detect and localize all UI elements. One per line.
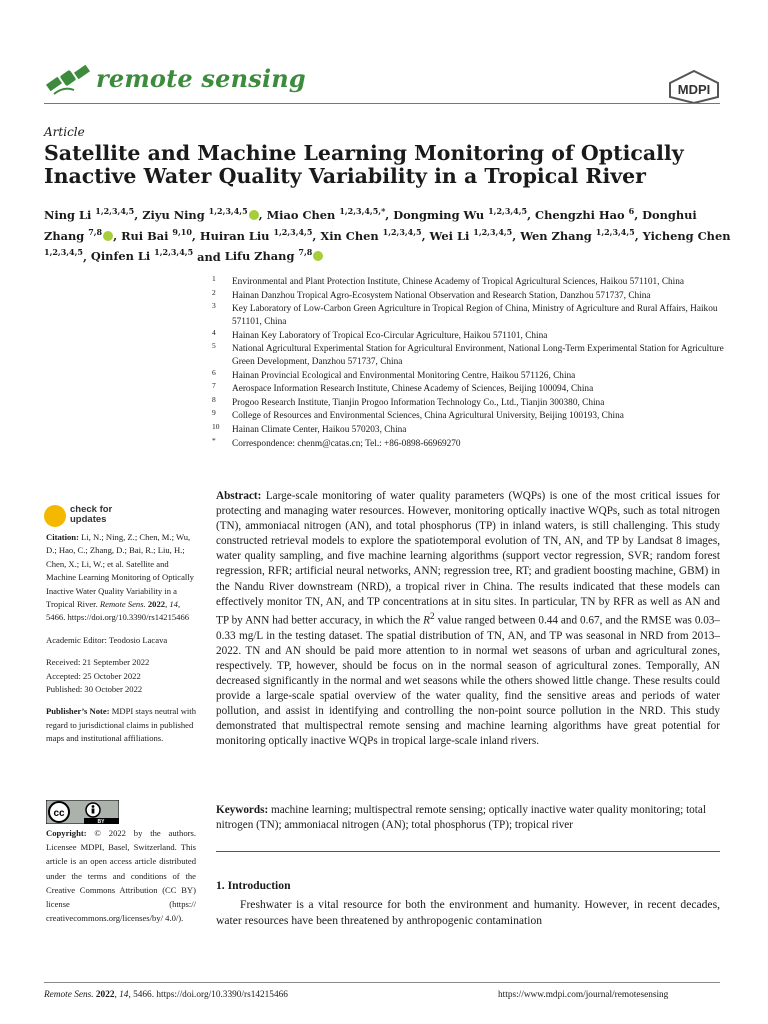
author[interactable] bbox=[142, 208, 258, 222]
abstract bbox=[216, 489, 720, 749]
affiliation-number: 5 bbox=[212, 341, 216, 351]
check-line2: updates bbox=[70, 514, 107, 525]
affiliation-text: National Agricultural Experimental Station for Agricultural Environment, National Long-Term Experimental Station for Agriculture Green Development, Danzhou 571737, China bbox=[232, 344, 724, 367]
affiliation-text: Aerospace Information Research Institute, Chinese Academy of Sciences, Beijing 100094, China bbox=[232, 384, 594, 395]
publisher-note-label: Publisher’s Note: bbox=[46, 706, 110, 717]
author-name: Lifu Zhang bbox=[224, 249, 295, 264]
author-name: Chengzhi Hao bbox=[535, 207, 625, 222]
citation-doi-link[interactable]: , 5466. https://doi.org/10.3390/rs14215466 bbox=[46, 599, 190, 623]
affiliation-text: Hainan Provincial Ecological and Environmental Monitoring Centre, Haikou 571126, China bbox=[232, 370, 576, 381]
affiliation-text: Progoo Research Institute, Tianjin Progoo Information Technology Co., Ltd., Tianjin 300380, China bbox=[232, 397, 605, 408]
affiliation-text: Key Laboratory of Low-Carbon Green Agriculture in Tropical Region of China, Ministry of Agriculture and Rural Affairs, Haikou 571101, China bbox=[232, 304, 718, 327]
affiliation-number: 9 bbox=[212, 408, 216, 418]
affiliation-number: * bbox=[212, 435, 216, 445]
author-affiliation-sup: 1,2,3,4,5 bbox=[473, 226, 513, 237]
affiliation-item bbox=[212, 327, 724, 343]
affiliation-text: Hainan Key Laboratory of Tropical Eco-Circular Agriculture, Haikou 571101, China bbox=[232, 330, 548, 341]
author-affiliation-sup: 7,8 bbox=[298, 247, 313, 258]
author[interactable] bbox=[267, 208, 386, 222]
published-date: Published: 30 October 2022 bbox=[46, 684, 143, 695]
author-affiliation-sup: 6 bbox=[628, 206, 635, 216]
keywords-text: machine learning; multispectral remote sensing; optically inactive water quality monitoring; total nitrogen (TN); ammoniacal nitrogen (AN); total phosphorus (TP); tropical river bbox=[216, 804, 706, 832]
cc-badge-text: cc bbox=[53, 808, 65, 819]
paper-title: Satellite and Machine Learning Monitoring of Optically Inactive Water Quality Variability in a Tropical River bbox=[44, 141, 684, 188]
author[interactable] bbox=[520, 226, 635, 243]
orcid-icon[interactable] bbox=[249, 210, 259, 220]
sidebar bbox=[46, 531, 200, 755]
author-name: Wen Zhang bbox=[520, 228, 592, 243]
introduction-heading: 1. Introduction bbox=[216, 879, 291, 892]
author[interactable] bbox=[44, 208, 134, 222]
author-name: Huiran Liu bbox=[199, 228, 270, 243]
keywords bbox=[216, 803, 720, 833]
affiliation-text: Hainan Climate Center, Haikou 570203, China bbox=[232, 424, 407, 435]
author[interactable] bbox=[535, 208, 634, 222]
author-affiliation-sup: 1,2,3,4,5 bbox=[44, 247, 83, 258]
affiliation-item bbox=[212, 435, 724, 451]
author-affiliation-sup: 1,2,3,4,5 bbox=[208, 206, 248, 216]
copyright-text: © 2022 by the authors. Licensee MDPI, Basel, Switzerland. This article is an open access article distributed under the terms and conditions of the Creative Commons Attribution (CC BY) license (https:// creativecommons.org/licenses/by/ 4.0/). bbox=[46, 828, 196, 924]
r2-symbol: R bbox=[423, 614, 430, 627]
author-affiliation-sup: 1,2,3,4,5,* bbox=[339, 206, 386, 216]
footer-divider bbox=[44, 982, 720, 983]
copyright-notice bbox=[46, 826, 196, 925]
author[interactable] bbox=[429, 226, 513, 243]
affiliation-number: 8 bbox=[212, 394, 216, 404]
author-affiliation-sup: 1,2,3,4,5 bbox=[382, 226, 422, 237]
citation-text: Li, N.; Ning, Z.; Chen, M.; Wu, D.; Hao, C.; Zhang, D.; Bai, R.; Liu, H.; Chen, X.; Li, W.; et al. Satellite and Machine Learning Monitoring of Optically Inactive Water Quality Variability in a Tropical River. bbox=[46, 532, 194, 610]
copyright-label: Copyright: bbox=[46, 828, 87, 838]
author-name: Xin Chen bbox=[320, 228, 379, 243]
author-name: Miao Chen bbox=[266, 207, 336, 222]
publisher-label: MDPI bbox=[677, 82, 711, 97]
check-for-updates-icon[interactable] bbox=[44, 505, 66, 527]
author[interactable] bbox=[121, 226, 192, 243]
publisher-note bbox=[46, 705, 200, 745]
affiliation-text: Correspondence: chenm@catas.cn; Tel.: +86-0898-66969270 bbox=[232, 438, 461, 449]
author-affiliation-sup: 1,2,3,4,5 bbox=[488, 206, 528, 216]
affiliation-number: 4 bbox=[212, 327, 216, 337]
author-affiliation-sup: 1,2,3,4,5 bbox=[595, 226, 635, 237]
author[interactable] bbox=[91, 249, 193, 263]
affiliation-number: 3 bbox=[212, 301, 216, 311]
orcid-icon[interactable] bbox=[313, 251, 323, 261]
author-affiliation-sup: 1,2,3,4,5 bbox=[95, 206, 135, 216]
citation-journal: Remote Sens. bbox=[99, 599, 146, 610]
affiliation-number: 10 bbox=[212, 421, 220, 431]
author-name: Ning Li bbox=[44, 207, 92, 222]
footer-volume: 14 bbox=[119, 990, 129, 1000]
affiliation-item bbox=[212, 343, 724, 369]
author-list: Ning Li $^{1,2,3,4,5}$, Ziyu Ning $^{1,2,3,4,5}$ , Miao Chen $^{1,2,3,4,5,*}$, Dongming Wu $^{1,2,3,4,5}$, Chengzhi Hao $^6$, Donghui Zhang $^{7,8}$ , Rui Bai $^{9,10}$, Huiran Liu $^{1,2,3,4,5}$, Xin Chen $^{1,2,3,4,5}$, Wei Li $^{1,2,3,4,5}$, Wen Zhang $^{1,2,3,4,5}$, Yicheng Chen $^{1,2,3,4,5}$, Qinfen Li $^{1,2,3,4,5}$ and Lifu Zhang $^{7,8}$ bbox=[44, 206, 731, 264]
author-name: Donghui Zhang bbox=[44, 207, 697, 243]
affiliation-number: 1 bbox=[212, 274, 216, 283]
author[interactable] bbox=[199, 226, 313, 243]
affiliation-item bbox=[212, 367, 724, 383]
abstract-label: Abstract: bbox=[216, 490, 262, 502]
affiliation-text: College of Resources and Environmental Sciences, China Agricultural University, Beijing 100193, China bbox=[232, 411, 624, 422]
abstract-text-part1: Large-scale monitoring of water quality parameters (WQPs) is one of the most critical issues for protecting and managing water resources. However, monitoring optically inactive WQPs, such as total nitrogen (TN), ammoniacal nitrogen (AN), and total phosphorus (TP) in inland waters, is still challenging. This study constructed retrieval models to explore the spatiotemporal evolution of TN, AN, and TP by Landsat 8 images, water quality sampling, and five machine learning algorithms (support vector regression, SVR; random forest regression, RFR; artificial neural networks, ANN; regression tree, RT; and gradient boosting machine, GBM) in the Nandu River downstream (NRD), a tropical river in China. The results indicated that these models can effectively monitor TN, AN, and TP concentrations at in situ sites. In particular, TN by RFR as well as AN and TP by ANN had better accuracy, in which the bbox=[216, 490, 720, 627]
affiliation-text: Environmental and Plant Protection Institute, Chinese Academy of Tropical Agricultural Sciences, Haikou 571101, China bbox=[232, 277, 685, 287]
footer-doi-link[interactable]: , 5466. https://doi.org/10.3390/rs14215466 bbox=[128, 990, 288, 1000]
author-name: Dongming Wu bbox=[393, 207, 485, 222]
author-affiliation-sup: 7,8 bbox=[88, 226, 103, 237]
author[interactable] bbox=[320, 226, 422, 243]
affiliation-number: 6 bbox=[212, 367, 216, 377]
affiliation-text: Hainan Danzhou Tropical Agro-Ecosystem National Observation and Research Station, Danzhou 571737, China bbox=[232, 290, 651, 301]
introduction-text: Freshwater is a vital resource for both the environment and humanity. However, in recent decades, water resources have been threatened by anthropogenic contamination bbox=[216, 898, 720, 927]
affiliation-item bbox=[212, 276, 724, 289]
article-type: Article bbox=[44, 125, 85, 139]
footer-journal-url[interactable]: https://www.mdpi.com/journal/remotesensing bbox=[498, 990, 669, 1000]
accepted-date: Accepted: 25 October 2022 bbox=[46, 670, 141, 681]
author-name: Ziyu Ning bbox=[142, 207, 205, 222]
received-date: Received: 21 September 2022 bbox=[46, 657, 150, 668]
citation-year: 2022 bbox=[147, 599, 166, 610]
journal-name: remote sensing bbox=[96, 64, 306, 93]
r2-superscript: 2 bbox=[429, 611, 435, 622]
dates bbox=[46, 656, 200, 696]
header-divider bbox=[44, 103, 720, 104]
orcid-icon[interactable] bbox=[103, 231, 113, 241]
check-for-updates-label[interactable] bbox=[70, 505, 112, 525]
author-name: Wei Li bbox=[429, 228, 470, 243]
publisher-note-text: MDPI stays neutral with regard to jurisdictional claims in published maps and institutional affiliations. bbox=[46, 706, 196, 744]
author-affiliation-sup: 1,2,3,4,5 bbox=[154, 247, 194, 258]
footer-citation: Remote Sens. 2022, 14, 5466. https://doi.org/10.3390/rs14215466 bbox=[44, 990, 288, 1000]
author[interactable] bbox=[225, 249, 324, 263]
citation-volume: 14 bbox=[169, 599, 178, 610]
author-name: Rui Bai bbox=[121, 228, 169, 243]
affiliation-number: 2 bbox=[212, 287, 216, 297]
footer-year: 2022 bbox=[95, 990, 115, 1000]
author-name: Qinfen Li bbox=[90, 249, 151, 264]
author-name: Yicheng Chen bbox=[642, 228, 731, 243]
footer-journal: Remote Sens. bbox=[44, 990, 94, 1000]
affiliation-item bbox=[212, 383, 724, 396]
author[interactable] bbox=[393, 208, 527, 222]
citation-label: Citation: bbox=[46, 532, 79, 542]
affiliation-list bbox=[212, 276, 724, 451]
author-affiliation-sup: 1,2,3,4,5 bbox=[273, 226, 313, 237]
affiliation-item bbox=[212, 287, 724, 303]
keywords-label: Keywords: bbox=[216, 804, 269, 816]
affiliation-item bbox=[212, 421, 724, 437]
section-divider bbox=[216, 851, 720, 852]
mdpi-logo bbox=[668, 70, 720, 104]
check-line1: check for bbox=[70, 504, 113, 515]
by-badge-text: BY bbox=[97, 819, 105, 824]
satellite-logo-icon bbox=[44, 60, 92, 100]
academic-editor: Academic Editor: Teodosio Lacava bbox=[46, 634, 168, 645]
cc-by-license-icon[interactable] bbox=[46, 800, 119, 824]
affiliation-item bbox=[212, 410, 724, 423]
citation: Citation: Li, N.; Ning, Z.; Chen, M.; Wu, D.; Hao, C.; Zhang, D.; Bai, R.; Liu, H.; Chen, X.; Li, W.; et al. Satellite and Machine Learning Monitoring of Optically Inactive Water Quality Variability in a Tropical River. Remote Sens. 2022, 14, 5466. https://doi.org/10.3390/rs14215466 bbox=[46, 532, 194, 623]
affiliation-number: 7 bbox=[212, 381, 216, 391]
affiliation-item bbox=[212, 394, 724, 410]
abstract-text-part2: value ranged between 0.44 and 0.67, and the RMSE was 0.03–0.33 mg/L in the testing dataset. The spatial distribution of TN, AN, and TP was seasonal in NRD from 2013–2022. TN and AN should be paid more attention to in normal wet seasons of urban and agricultural zones, respectively. TP, however, should be focus on in the normal season of agricultural zones. Temporally, AN decreased significantly in the normal and wet seasons while the others showed little change. These results could provide a large-scale spatial overview of the water quality, find the sensitive areas and periods of water pollution, and assist in identifying and controlling the non-point source pollution in the NRD. This study demonstrated that multispectral remote sensing and machine learning algorithms have great potential for monitoring optically inactive WQPs in tropical large-scale inland rivers. bbox=[216, 614, 720, 748]
affiliation-item bbox=[212, 303, 724, 329]
author-affiliation-sup: 9,10 bbox=[172, 226, 192, 237]
